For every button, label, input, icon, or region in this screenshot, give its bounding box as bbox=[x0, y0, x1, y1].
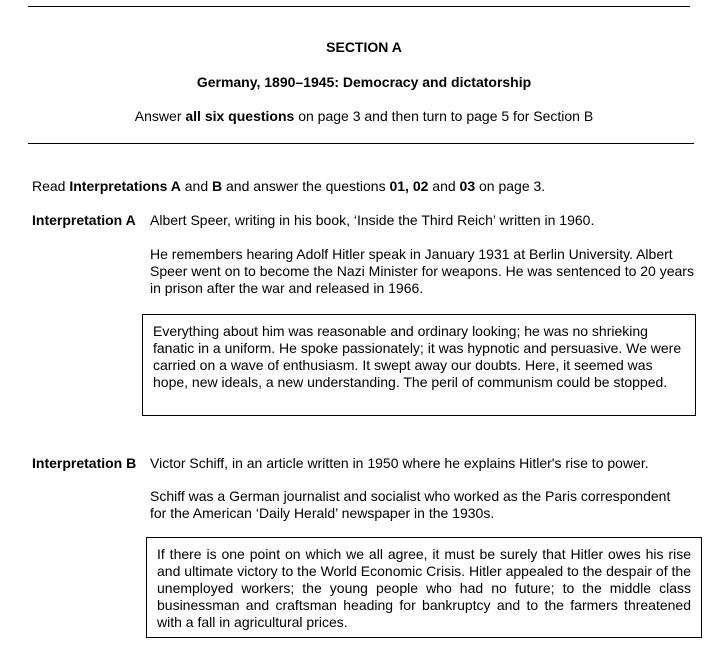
read-bold: Interpretations A bbox=[69, 178, 181, 194]
instruction-pre: Answer bbox=[134, 108, 186, 124]
read-text: and bbox=[428, 178, 460, 194]
top-rule bbox=[28, 6, 690, 7]
interpretation-b-extract: If there is one point on which we all agree, it must be surely that Hitler owes his rise and ultimate victory to the World Economic Crisis. Hitler appealed to the despair of the unemployed workers; the young people who had no future; to the middle class businessman and craftsman heading for bankruptcy and to the farmers threatened with a fall in agricultural prices. bbox=[146, 537, 702, 638]
section-instruction bbox=[0, 108, 728, 124]
section-divider bbox=[28, 143, 694, 144]
section-subtitle: Germany, 1890–1945: Democracy and dictatorship bbox=[196, 74, 532, 90]
interpretation-b-context: Schiff was a German journalist and socialist who worked as the Paris correspondent for the American ‘Daily Herald’ newspaper in the 1930s. bbox=[150, 488, 671, 521]
read-bold: 03 bbox=[459, 178, 476, 194]
interpretation-a-context: He remembers hearing Adolf Hitler speak in January 1931 at Berlin University. Albert Speer went on to become the Nazi Minister for weapons. He was sentenced to 20 years in prison after the war and released in 1966. bbox=[150, 246, 694, 296]
read-text: on page 3. bbox=[475, 178, 546, 194]
interpretation-a-extract: Everything about him was reasonable and ordinary looking; he was no shrieking fanatic in a uniform. He spoke passionately; it was hypnotic and persuasive. We were carried on a wave of enthusiasm. It swept away our doubts. Here, it seemed was hope, new ideals, a new understanding. The peril of communism could be stopped. bbox=[142, 314, 696, 416]
instruction-bold: all six questions bbox=[185, 108, 295, 124]
interpretation-b-source: Victor Schiff, in an article written in 1950 where he explains Hitler's rise to power. bbox=[150, 455, 649, 471]
interpretation-b-label: Interpretation B bbox=[32, 455, 137, 471]
instruction-post: on page 3 and then turn to page 5 for Section B bbox=[294, 108, 594, 124]
read-text: Read bbox=[32, 178, 70, 194]
read-bold: B bbox=[212, 178, 223, 194]
read-bold: 01, 02 bbox=[389, 178, 429, 194]
read-text: and bbox=[180, 178, 212, 194]
read-text: and answer the questions bbox=[222, 178, 390, 194]
interpretation-a-source: Albert Speer, writing in his book, ‘Inside the Third Reich’ written in 1960. bbox=[150, 212, 595, 228]
interpretation-a-label: Interpretation A bbox=[32, 212, 136, 228]
section-title: SECTION A bbox=[326, 39, 402, 55]
read-instruction bbox=[32, 178, 545, 194]
